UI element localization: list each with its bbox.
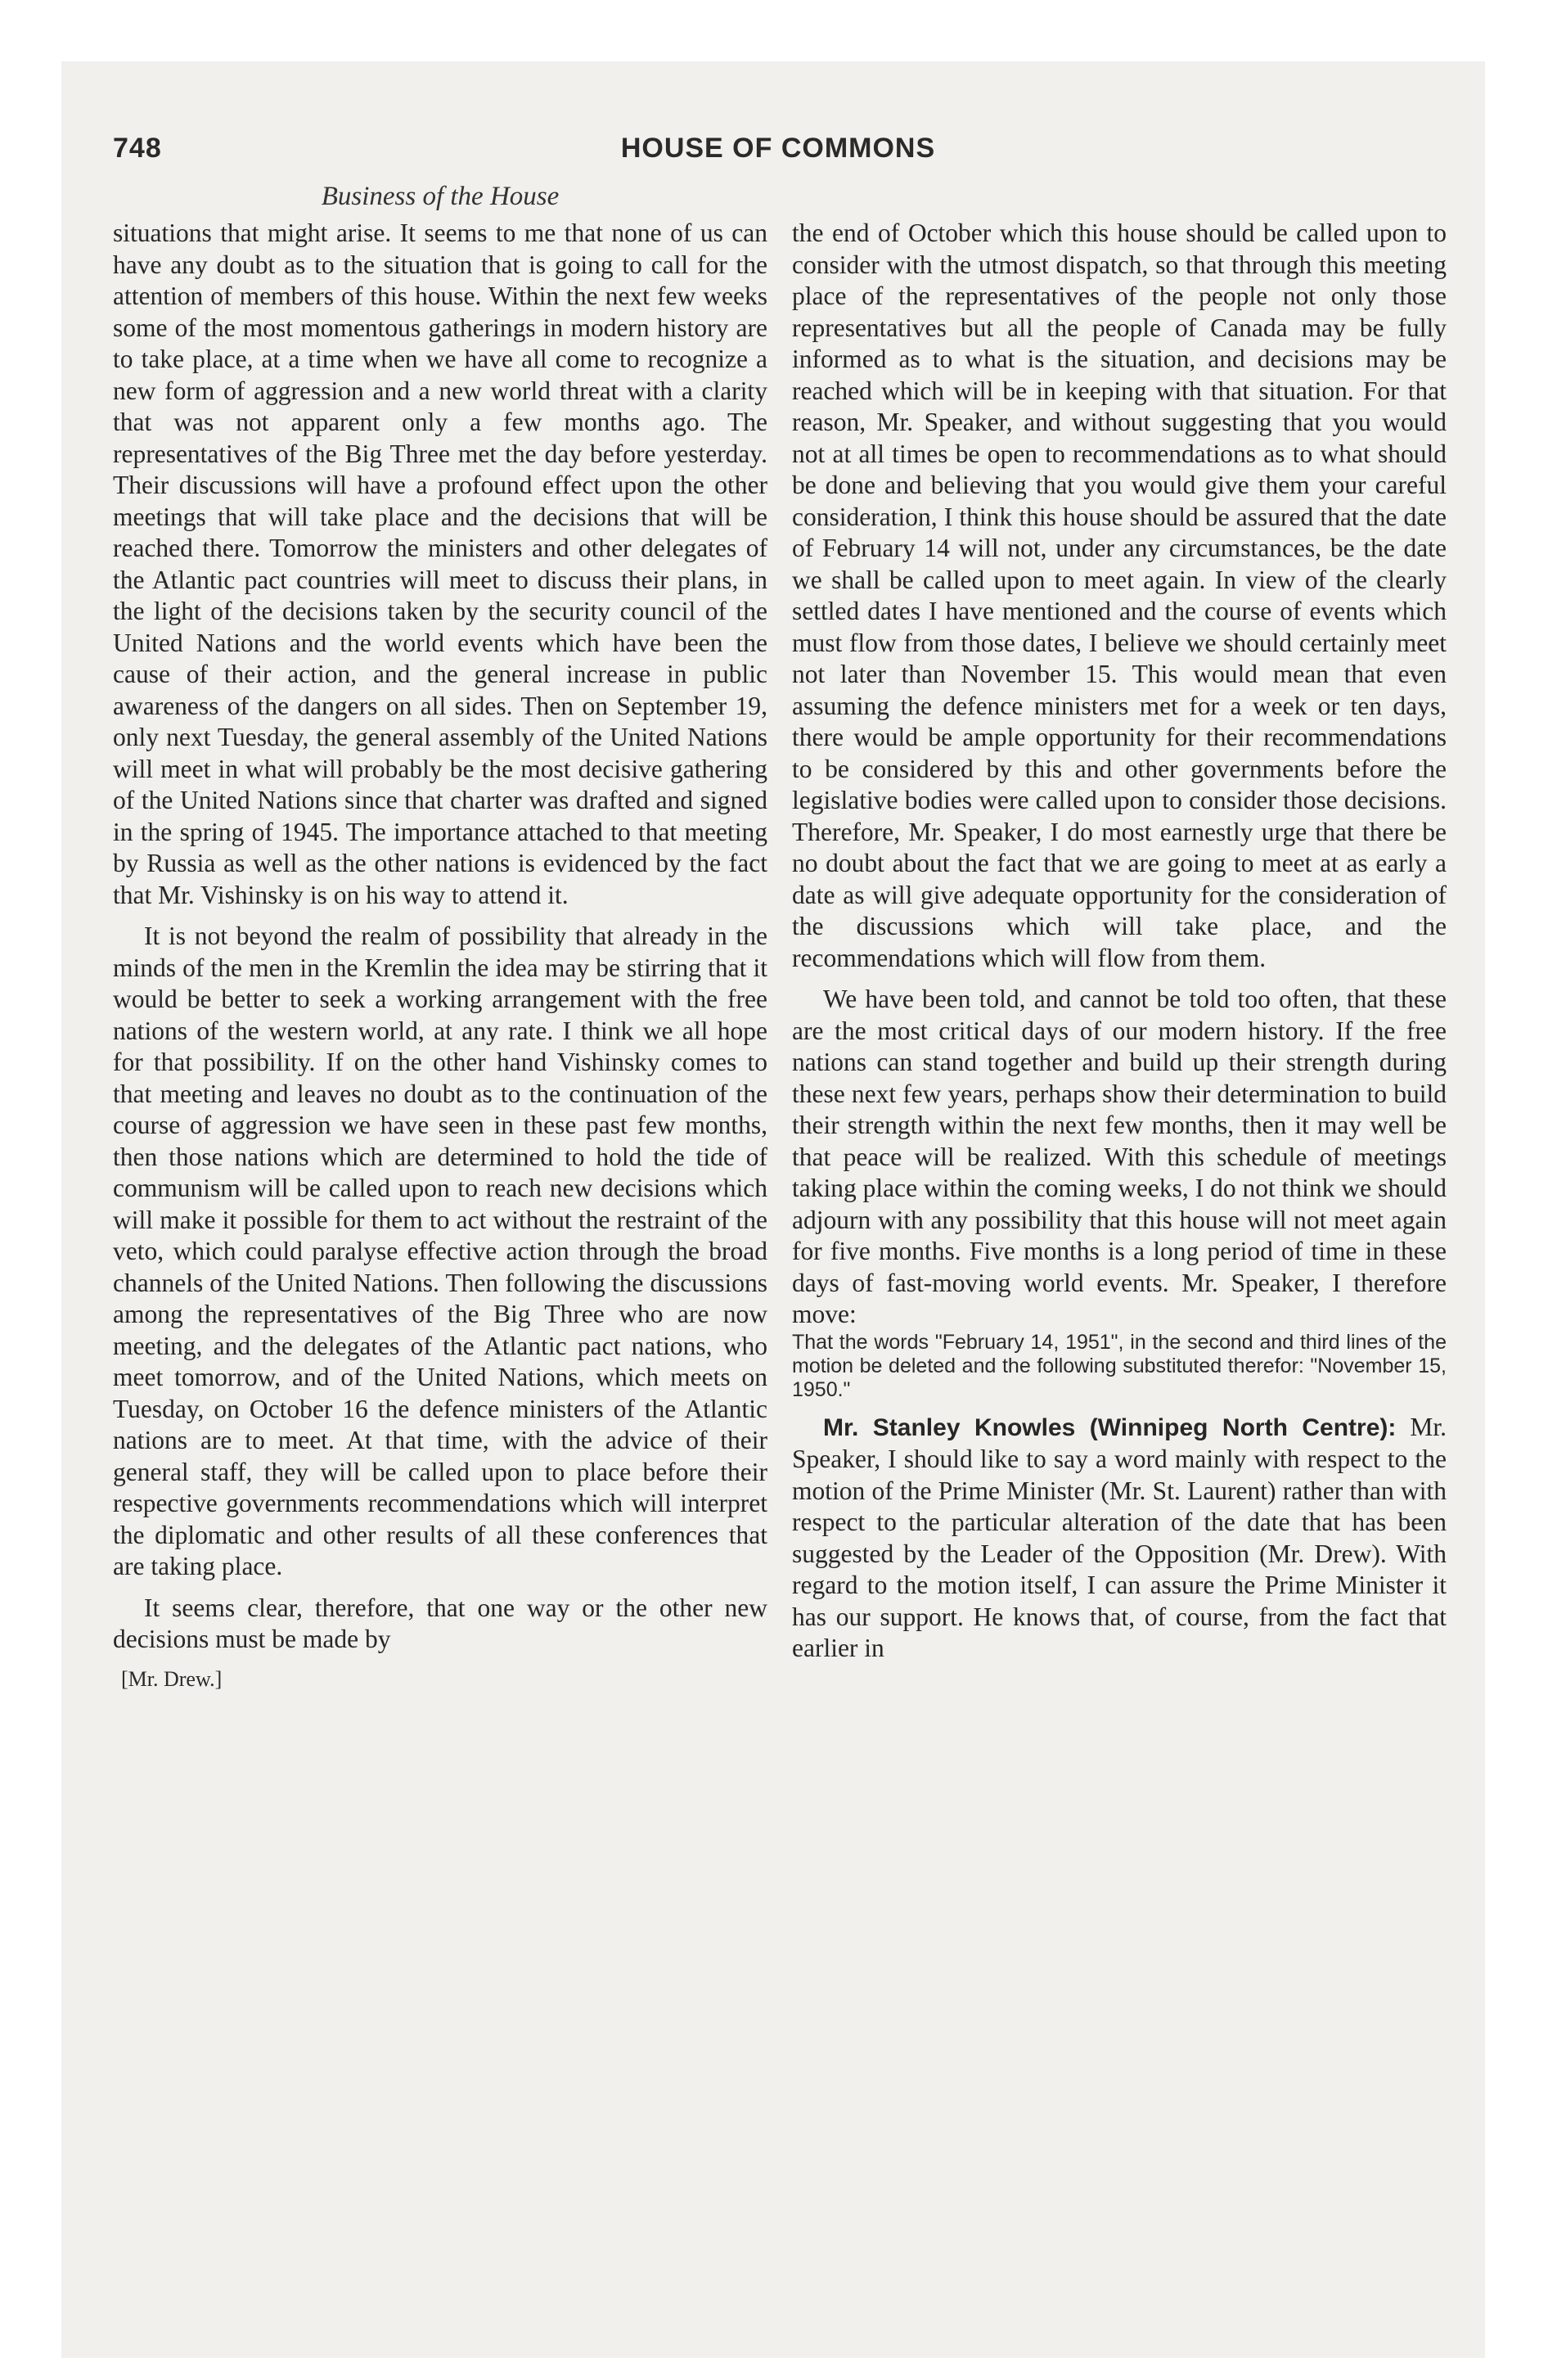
page-number: 748 [113, 133, 162, 164]
left-column [113, 218, 767, 1692]
paragraph: situations that might arise. It seems to me that none of us can have any doubt as to the situation that is going to call for the attention of members of this house. Within the next few weeks some of the most momentous gatherings in modern history are to take place, at a time when we have all come to recognize a new form of aggression and a new world threat with a clarity that was not apparent only a few months ago. The representatives of the Big Three met the day before yesterday. Their discussions will have a profound effect upon the other meetings that will take place and the decisions that will be reached there. Tomorrow the ministers and other delegates of the Atlantic pact countries will meet to discuss their plans, in the light of the decisions taken by the security council of the United Nations and the world events which have been the cause of their action, and the general increase in public awareness of the dangers on all sides. Then on September 19, only next Tuesday, the general assembly of the United Nations will meet in what will probably be the most decisive gathering of the United Nations since that charter was drafted and signed in the spring of 1945. The importance attached to that meeting by Russia as well as the other nations is evidenced by the fact that Mr. Vishinsky is on his way to attend it. [113, 219, 767, 909]
speaker-text: Mr. Speaker, I should like to say a word mainly with respect to the motion of the Prime Minister (Mr. St. Laurent) rather than with respect to the particular alteration of the date that has been suggested by the Leader of the Opposition (Mr. Drew). With regard to the motion itself, I can assure the Prime Minister it has our support. He knows that, of course, from the fact that earlier in [792, 1412, 1447, 1662]
paragraph: We have been told, and cannot be told too often, that these are the most critical days of our modern history. If the free nations can stand together and build up their strength during these next few years, perhaps show their determination to build their strength within the next few months, then it may well be that peace will be realized. With this schedule of meetings taking place within the coming weeks, I do not think we should adjourn with any possibility that this house will not meet again for five months. Five months is a long period of time in these days of fast-moving world events. Mr. Speaker, I therefore move: [792, 985, 1447, 1328]
motion-quote: That the words "February 14, 1951", in the second and third lines of the motion be deleted and the following substituted therefor: "November 15, 1950." [792, 1330, 1447, 1401]
section-title: Business of the House [321, 182, 560, 211]
paragraph: the end of October which this house should be called upon to consider with the utmost dispatch, so that through this meeting place of the representatives of the people not only those representatives but all the people of Canada may be fully informed as to what is the situation, and decisions may be reached which will be in keeping with that situation. For that reason, Mr. Speaker, and without suggesting that you would not at all times be open to recommendations as to what should be done and believing that you would give them your careful consideration, I think this house should be assured that the date of February 14 will not, under any circumstances, be the date we shall be called upon to meet again. In view of the clearly settled dates I have mentioned and the course of events which must flow from those dates, I believe we should certainly meet not later than November 15. This would mean that even assuming the defence ministers met for a week or ten days, there would be ample opportunity for their recommendations to be considered by this and other governments before the legislative bodies were called upon to consider those decisions. Therefore, Mr. Speaker, I do most earnestly urge that there be no doubt about the fact that we are going to meet at as early a date as will give adequate opportunity for the consideration of the discussions which will take place, and the recommendations which will flow from them. [792, 219, 1447, 972]
running-head: HOUSE OF COMMONS [620, 133, 936, 164]
paragraph: It seems clear, therefore, that one way or the other new decisions must be made by [113, 1593, 767, 1653]
speaker-name: Mr. Stanley Knowles (Winnipeg North Centre): [823, 1413, 1397, 1441]
right-column [792, 218, 1447, 1665]
paragraph: It is not beyond the realm of possibility that already in the minds of the men in the Kremlin the idea may be stirring that it would be better to seek a working arrangement with the free nations of the western world, at any rate. I think we all hope for that possibility. If on the other hand Vishinsky comes to that meeting and leaves no doubt as to the continuation of the course of aggression we have seen in these past few months, then those nations which are determined to hold the tide of communism will be called upon to reach new decisions which will make it possible for them to act without the restraint of the veto, which could paralyse effective action through the broad channels of the United Nations. Then following the discussions among the representatives of the Big Three who are now meeting, and the delegates of the Atlantic pact nations, who meet tomorrow, and of the United Nations, which meets on Tuesday, on October 16 the defence ministers of the Atlantic nations are to meet. At that time, with the advice of their general staff, they will be called upon to place before their respective governments recommendations which will interpret the diplomatic and other results of all these conferences that are taking place. [113, 922, 767, 1580]
speaker-footnote: [Mr. Drew.] [121, 1666, 223, 1691]
page-header [113, 133, 1443, 174]
speaker-paragraph [792, 1412, 1447, 1665]
